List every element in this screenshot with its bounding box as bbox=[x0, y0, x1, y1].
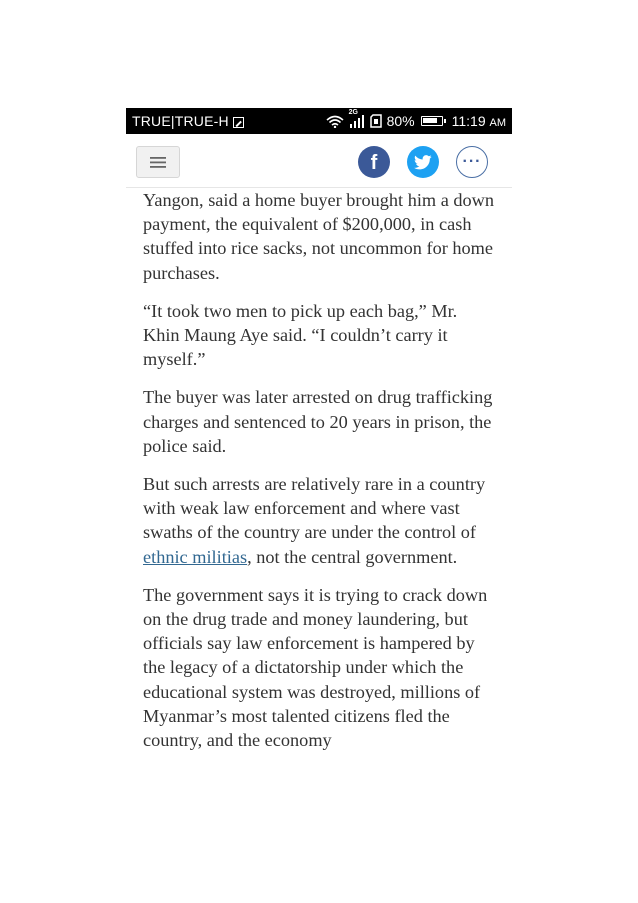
signal-icon bbox=[348, 109, 365, 128]
clock-ampm: AM bbox=[489, 117, 506, 129]
phone-screen bbox=[126, 108, 512, 798]
network-type: 2G bbox=[348, 109, 358, 116]
article-paragraph-3: The buyer was later arrested on drug trafficking charges and sentenced to 20 years in prison, the police said. bbox=[143, 387, 493, 456]
status-icons bbox=[326, 109, 506, 129]
facebook-icon: f bbox=[370, 151, 378, 174]
article-paragraph-2: “It took two men to pick up each bag,” Mr. Khin Maung Aye said. “I couldn’t carry it myself.” bbox=[143, 300, 458, 370]
clock-time: 11:19 bbox=[451, 113, 486, 129]
paragraph-text: But such arrests are relatively rare in a country with weak law enforcement and where vast swaths of the country are under the control of bbox=[143, 474, 486, 543]
more-icon: ··· bbox=[462, 153, 482, 170]
more-options-button[interactable] bbox=[456, 146, 488, 178]
screenshot-icon bbox=[233, 117, 244, 128]
status-bar bbox=[126, 108, 512, 134]
facebook-share-button[interactable] bbox=[358, 146, 390, 178]
sd-card-icon bbox=[370, 114, 382, 128]
article-paragraph-4 bbox=[143, 472, 496, 569]
battery-percent: 80% bbox=[386, 113, 415, 129]
article-body bbox=[126, 188, 512, 752]
clock bbox=[452, 113, 506, 129]
article-toolbar bbox=[126, 134, 512, 188]
article-paragraph-1: Yangon, said a home buyer brought him a down payment, the equivalent of $200,000, in cash stuffed into rice sacks, not uncommon for home purchases. bbox=[143, 190, 495, 283]
paragraph-text: , not the central government. bbox=[247, 546, 458, 567]
article-paragraph-5: The government says it is trying to crack down on the drug trade and money laundering, but officials say law enforcement is hampered by the legacy of a dictatorship under which the educational system was destroyed, millions of Myanmar’s most talented citizens fled the country, and the economy bbox=[143, 584, 488, 751]
hamburger-icon bbox=[150, 157, 166, 168]
carrier-name: TRUE|TRUE-H bbox=[132, 113, 229, 129]
twitter-share-button[interactable] bbox=[407, 146, 439, 178]
menu-button[interactable] bbox=[136, 146, 180, 178]
twitter-icon bbox=[414, 155, 432, 170]
wifi-icon bbox=[326, 115, 344, 128]
ethnic-militias-link[interactable]: ethnic militias bbox=[143, 546, 248, 567]
battery-icon bbox=[421, 116, 443, 126]
